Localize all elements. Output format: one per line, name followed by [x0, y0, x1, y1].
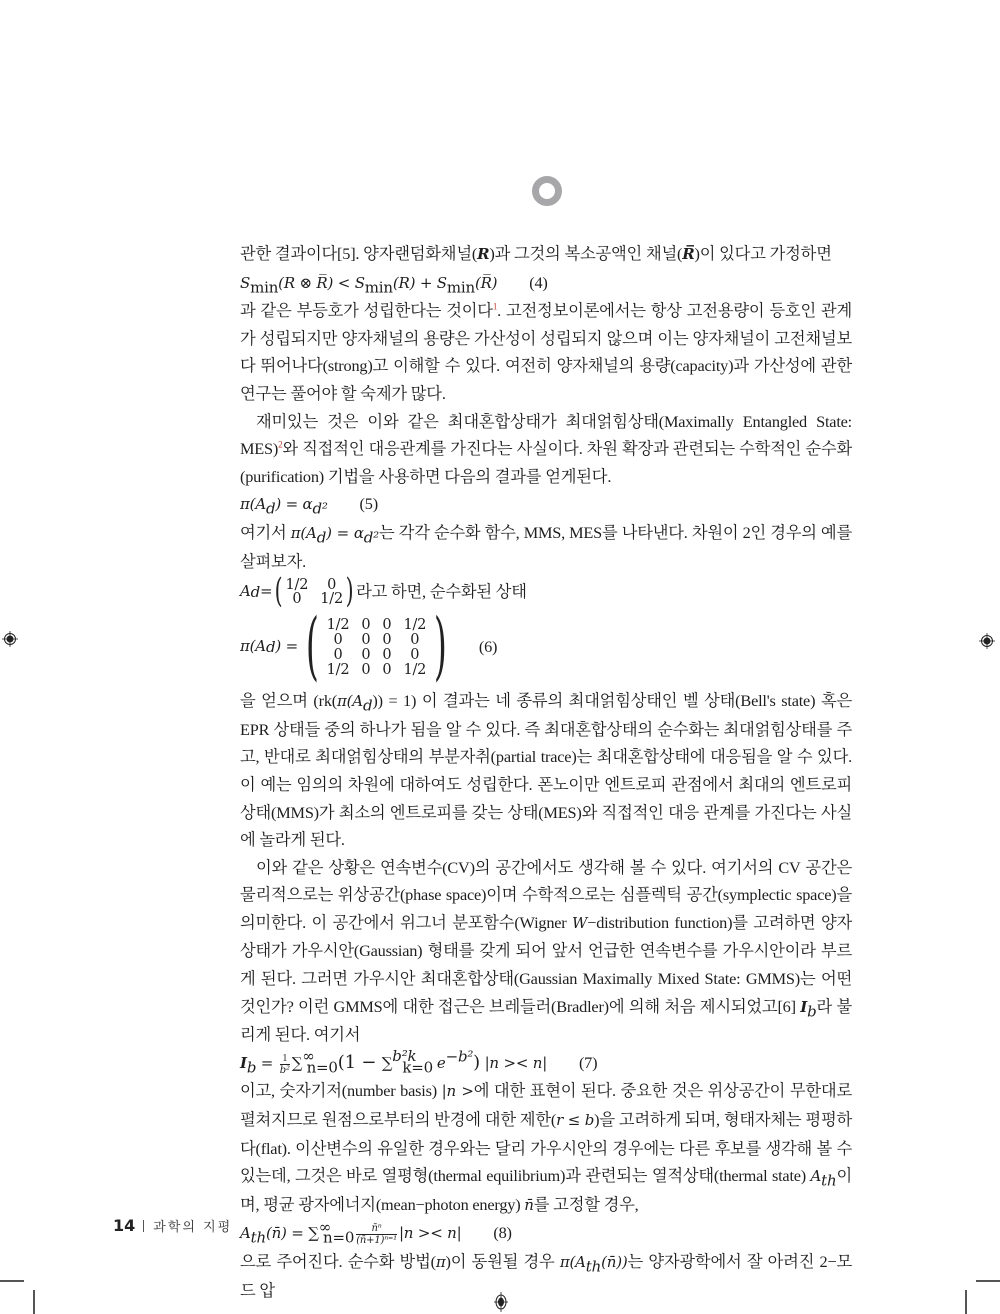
text-run: 이며, 평균 광자에너지(mean−photon energy) — [240, 1166, 852, 1214]
text-run: 에 대한 표현이 된다. 중요한 것은 위상공간이 무한대로 펼쳐지므로 원점으로부터의 반경에 대한 제한( — [240, 1081, 852, 1130]
text-run: 여기서 — [240, 522, 291, 542]
left-paren: ( — [275, 571, 283, 612]
math: (R ⊗ R̅) < — [278, 273, 355, 292]
text-run: 와 직접적인 대응관계를 가진다는 사실이다. 차원 확장과 관련되는 수학적인 순수화(purification) 기법을 사용하면 다음의 결과를 얻게된다. — [240, 439, 852, 486]
math: −b² — [445, 1047, 474, 1066]
math: A — [240, 582, 251, 601]
matrix-cell: 0 — [410, 631, 420, 648]
math: (R) + — [392, 273, 437, 292]
paragraph — [240, 408, 852, 491]
text-run: 는 양자광학에서 잘 아려진 2−모드 압 — [240, 1252, 852, 1300]
equation-number: (5) — [359, 494, 378, 514]
right-paren: ) — [434, 603, 447, 690]
math: π — [435, 1253, 446, 1271]
fraction — [280, 1053, 290, 1076]
paragraph — [240, 240, 852, 269]
registration-mark-icon — [979, 633, 995, 649]
matrix-cell: 1/2 — [320, 591, 343, 608]
matrix-cell: 1/2 — [326, 616, 350, 633]
math: ) = α — [275, 495, 313, 514]
text-run: 라 불리게 된다. 여기서 — [240, 996, 852, 1045]
matrix-cell: 0 — [361, 646, 371, 663]
math: S — [436, 273, 447, 292]
text-run: −distribution function)를 고려하면 양자상태가 가우시안(Gaussian) 형태를 갖게 되어 앞서 언급한 연속변수를 가우시안이라 부르게 된다. 그러면 가우시안 최대혼합상태(Gaussian Maximally Mixed State: GMMS)는 어떤 것인가? 이런 GMMS에 대한 접근은 브레들러(Bradler)에 의해 처음 제시되었고[6] — [240, 912, 852, 1016]
footer-divider — [143, 1220, 144, 1232]
math: π(A — [559, 1253, 586, 1271]
matrix-cell: 0 — [382, 631, 392, 648]
math: n̄ — [524, 1195, 534, 1214]
math: ) — [473, 1051, 480, 1073]
text-run: )이 있다고 가정하면 — [694, 244, 832, 263]
denominator: b² — [279, 1064, 290, 1076]
crop-mark — [0, 1280, 24, 1282]
equation-number: (6) — [478, 637, 498, 657]
equation-4 — [240, 269, 852, 298]
equation-number: (4) — [529, 272, 548, 292]
matrix-cell: 0 — [327, 577, 337, 594]
math: S — [354, 273, 365, 292]
matrix-cell: 0 — [333, 646, 343, 663]
math: (n̄) = — [265, 1224, 309, 1243]
text-run: 을 얻으며 (rk( — [240, 691, 337, 711]
text-run: )과 그것의 복소공액인 채널( — [489, 244, 683, 263]
math: min — [446, 277, 475, 296]
footnote-marker[interactable]: 1 — [492, 301, 498, 312]
math: b — [246, 1058, 257, 1077]
math: W — [572, 913, 588, 932]
matrix-cell: 0 — [361, 616, 371, 633]
math: (n̄)) — [601, 1253, 628, 1271]
matrix-cell: 0 — [361, 631, 371, 648]
math: ) = α — [326, 523, 364, 542]
math: |n >< n| — [398, 1224, 462, 1243]
math: r ≤ b — [556, 1111, 595, 1130]
text-run: 는 각각 순수화 함수, MMS, MES를 나타낸다. 차원이 2인 경우의 예를 살펴보자. — [240, 522, 852, 571]
equation-Ad: A d = ( 1/2 0 0 1/2 ) 라고 하면, 순수화된 상태 — [240, 571, 527, 612]
math: π(A — [240, 637, 266, 656]
page-footer — [113, 1216, 232, 1235]
math: ∑ — [381, 1053, 393, 1072]
matrix-cell: 0 — [361, 661, 371, 678]
math: ∑ — [308, 1224, 319, 1243]
matrix-2x2 — [272, 571, 356, 612]
text-run: )) = 1) 이 결과는 네 종류의 최대얽힘상태인 벨 상태(Bell's state) 혹은 EPR 상태들 중의 하나가 됨을 알 수 있다. 즉 최대혼합상태의 순수화는 최대얽힘상태를 주고, 반대로 최대얽힘상태의 부분자취(partial trace)는 최대혼합상태에 대응됨을 알 수 있다. 이 예는 임의의 차원에 대하여도 성립한다. 폰노이만 엔트로피 관점에서 최대의 엔트로피 상태(MMS)가 최소의 엔트로피를 갖는 상태(MES)와 직접적인 대응 관계를 가진다는 사실에 놀라게 된다. — [240, 691, 852, 850]
math-symbol: R̅ — [682, 245, 695, 263]
paragraph — [240, 687, 852, 854]
paragraph — [240, 854, 852, 1049]
math: min — [364, 277, 393, 296]
math: = — [260, 582, 273, 601]
math-symbol: R — [477, 245, 490, 263]
math: |n > — [441, 1082, 474, 1101]
matrix-cell: 0 — [382, 661, 392, 678]
math: d — [265, 499, 276, 518]
text-run: 를 고정할 경우, — [533, 1194, 639, 1214]
math: th — [585, 1257, 602, 1276]
left-paren: ( — [305, 603, 319, 690]
equation-6: π(A d ) = ( 1/2 0 0 1/2 0 0 0 0 0 0 0 0 1/2 0 0 1/2 ) (6) — [240, 603, 498, 690]
math: d² — [312, 499, 328, 518]
math: (1 − — [337, 1051, 382, 1073]
text-run: )을 고려하게 되며, 형태자체는 평평하다(flat). 이산변수의 유일한 경우와는 달리 가우시안의 경우에는 다른 후보를 생각해 볼 수 있는데, 그것은 바로 열평형(thermal equilibrium)과 관련되는 열적상태(thermal state) — [240, 1110, 852, 1186]
text-run: 재미있는 것은 이와 같은 최대혼합상태가 최대얽힘상태(Maximally Entangled State: MES) — [240, 411, 852, 459]
math: d² — [363, 528, 379, 547]
crop-mark — [965, 1290, 967, 1314]
decorative-ring-icon — [532, 176, 562, 206]
math: ∑ — [291, 1053, 303, 1072]
math: I — [800, 997, 808, 1016]
math: k=0 — [402, 1058, 434, 1077]
matrix-cell: 1/2 — [326, 661, 350, 678]
math: min — [250, 277, 279, 296]
text-run: 으로 주어진다. 순수화 방법( — [240, 1252, 436, 1271]
math: d — [362, 696, 373, 715]
math: ∞ — [318, 1217, 332, 1236]
math: th — [821, 1171, 837, 1190]
matrix-cell: 1/2 — [403, 661, 427, 678]
math: e — [436, 1053, 446, 1072]
crop-mark — [33, 1290, 35, 1314]
math: n=0 — [306, 1058, 338, 1077]
numerator: n̄ⁿ — [356, 1223, 397, 1235]
math: ) = — [275, 637, 298, 656]
equation-number: (8) — [493, 1223, 512, 1243]
paragraph — [240, 1248, 852, 1304]
math: b²k — [392, 1047, 417, 1066]
math: A — [810, 1167, 822, 1186]
math: d — [316, 528, 327, 547]
math: |n >< n| — [480, 1053, 548, 1072]
page-number: 14 — [113, 1216, 136, 1235]
text-run: 과 같은 부등호가 성립한다는 것이다 — [240, 301, 493, 321]
denominator: (n̄+1)ⁿ⁼¹ — [356, 1235, 397, 1247]
registration-mark-icon — [2, 631, 18, 647]
equation-8 — [240, 1219, 852, 1248]
matrix-cells — [327, 618, 427, 677]
math: π(A — [290, 523, 317, 542]
equation-7 — [240, 1049, 852, 1078]
text-run: . 고전정보이론에서는 항상 고전용량이 등호인 관계가 성립되지만 양자채널의 용량은 가산성이 성립되지 않으며 이는 양자채널이 고전채널보다 뛰어나다(strong)고 이해할 수 있다. 여전히 양자채널의 용량(capacity)과 가산성에 관한 연구는 풀어야 할 숙제가 많다. — [240, 301, 853, 403]
equation-5 — [240, 490, 852, 519]
math: S — [240, 273, 251, 292]
math: n=0 — [323, 1228, 355, 1247]
math: A — [255, 495, 266, 514]
text-run: 이고, 숫자기저(number basis) — [240, 1081, 442, 1101]
matrix-cell: 1/2 — [285, 577, 309, 594]
math: π( — [240, 495, 256, 514]
fraction — [356, 1223, 397, 1246]
body-text — [240, 240, 852, 1304]
paragraph — [240, 519, 852, 575]
math: π(A — [337, 692, 363, 711]
crop-mark — [976, 1280, 1000, 1282]
numerator: 1 — [280, 1053, 290, 1065]
text-run: 라고 하면, 순수화된 상태 — [356, 582, 527, 602]
math: b — [807, 1001, 817, 1020]
text-run: )이 동원될 경우 — [445, 1252, 560, 1271]
running-title: 과학의 지평 — [153, 1220, 233, 1235]
math: I — [240, 1053, 247, 1072]
text-run: 관한 결과이다[5]. 양자랜덤화채널( — [240, 244, 478, 263]
math: A — [240, 1224, 251, 1243]
matrix-cell: 0 — [292, 591, 302, 608]
math: th — [250, 1228, 266, 1247]
matrix-cell: 0 — [382, 616, 392, 633]
math: = — [256, 1053, 278, 1072]
equation-number: (7) — [578, 1052, 598, 1072]
right-paren: ) — [345, 571, 354, 612]
footnote-marker[interactable]: 2 — [278, 439, 283, 450]
matrix-cell: 0 — [333, 631, 343, 648]
paragraph — [240, 297, 852, 407]
matrix-cells — [286, 578, 344, 606]
paragraph — [240, 1077, 852, 1219]
text-run: 이와 같은 상황은 연속변수(CV)의 공간에서도 생각해 볼 수 있다. 여기서의 CV 공간은 물리적으로는 위상공간(phase space)이며 수학적으로는 심플렉틱 공간(symplectic space)을 의미한다. 이 공간에서 위그너 분포함수(Wigner — [240, 857, 852, 932]
math: ∞ — [302, 1047, 315, 1066]
math: (R̅) — [474, 273, 498, 292]
matrix-cell: 0 — [410, 646, 420, 663]
matrix-cell: 0 — [382, 646, 392, 663]
matrix-cell: 1/2 — [403, 616, 427, 633]
